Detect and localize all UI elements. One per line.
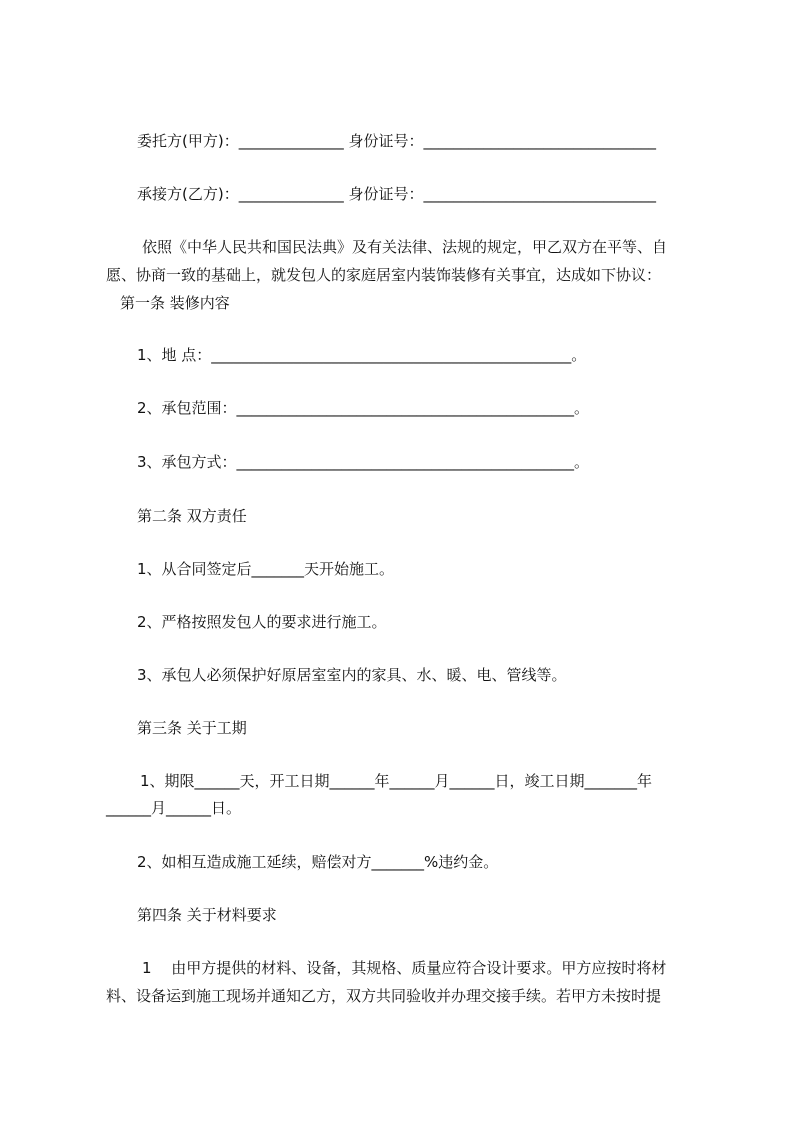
party-a-line: 委托方(甲方)：______________ 身份证号：_______________________________ [137, 132, 656, 150]
article-4-item-1-line-1: 1 由甲方提供的材料、设备，其规格、质量应符合设计要求。甲方应按时将材 [142, 959, 667, 977]
article-3-item-2: 2、如相互造成施工延续，赔偿对方_______%违约金。 [137, 853, 499, 871]
article-1-title: 第一条 装修内容 [120, 294, 230, 312]
party-b-line: 承接方(乙方)：______________ 身份证号：_______________________________ [137, 185, 656, 203]
article-4-title: 第四条 关于材料要求 [137, 906, 277, 924]
article-3-item-1-line-2: ______月______日。 [106, 799, 242, 817]
article-3-title: 第三条 关于工期 [137, 719, 247, 737]
article-2-item-2: 2、严格按照发包人的要求进行施工。 [137, 613, 387, 631]
article-1-item-2: 2、承包范围：_____________________________________________。 [137, 399, 590, 417]
intro-line-1: 依照《中华人民共和国民法典》及有关法律、法规的规定，甲乙双方在平等、自 [142, 238, 668, 256]
article-2-item-3: 3、承包人必须保护好原居室室内的家具、水、暖、电、管线等。 [137, 666, 567, 684]
article-3-item-1-line-1: 1、期限______天，开工日期______年______月______日，竣工日期_______年 [140, 772, 653, 790]
article-2-title: 第二条 双方责任 [137, 507, 247, 525]
intro-line-2: 愿、协商一致的基础上，就发包人的家庭居室内装饰装修有关事宜，达成如下协议： [106, 266, 662, 284]
article-4-item-1-line-2: 料、设备运到施工现场并通知乙方，双方共同验收并办理交接手续。若甲方未按时提 [106, 987, 662, 1005]
article-1-item-3: 3、承包方式：_____________________________________________。 [137, 453, 590, 471]
article-2-item-1: 1、从合同签定后_______天开始施工。 [137, 560, 395, 578]
article-1-item-1: 1、地 点：________________________________________________。 [137, 346, 587, 364]
